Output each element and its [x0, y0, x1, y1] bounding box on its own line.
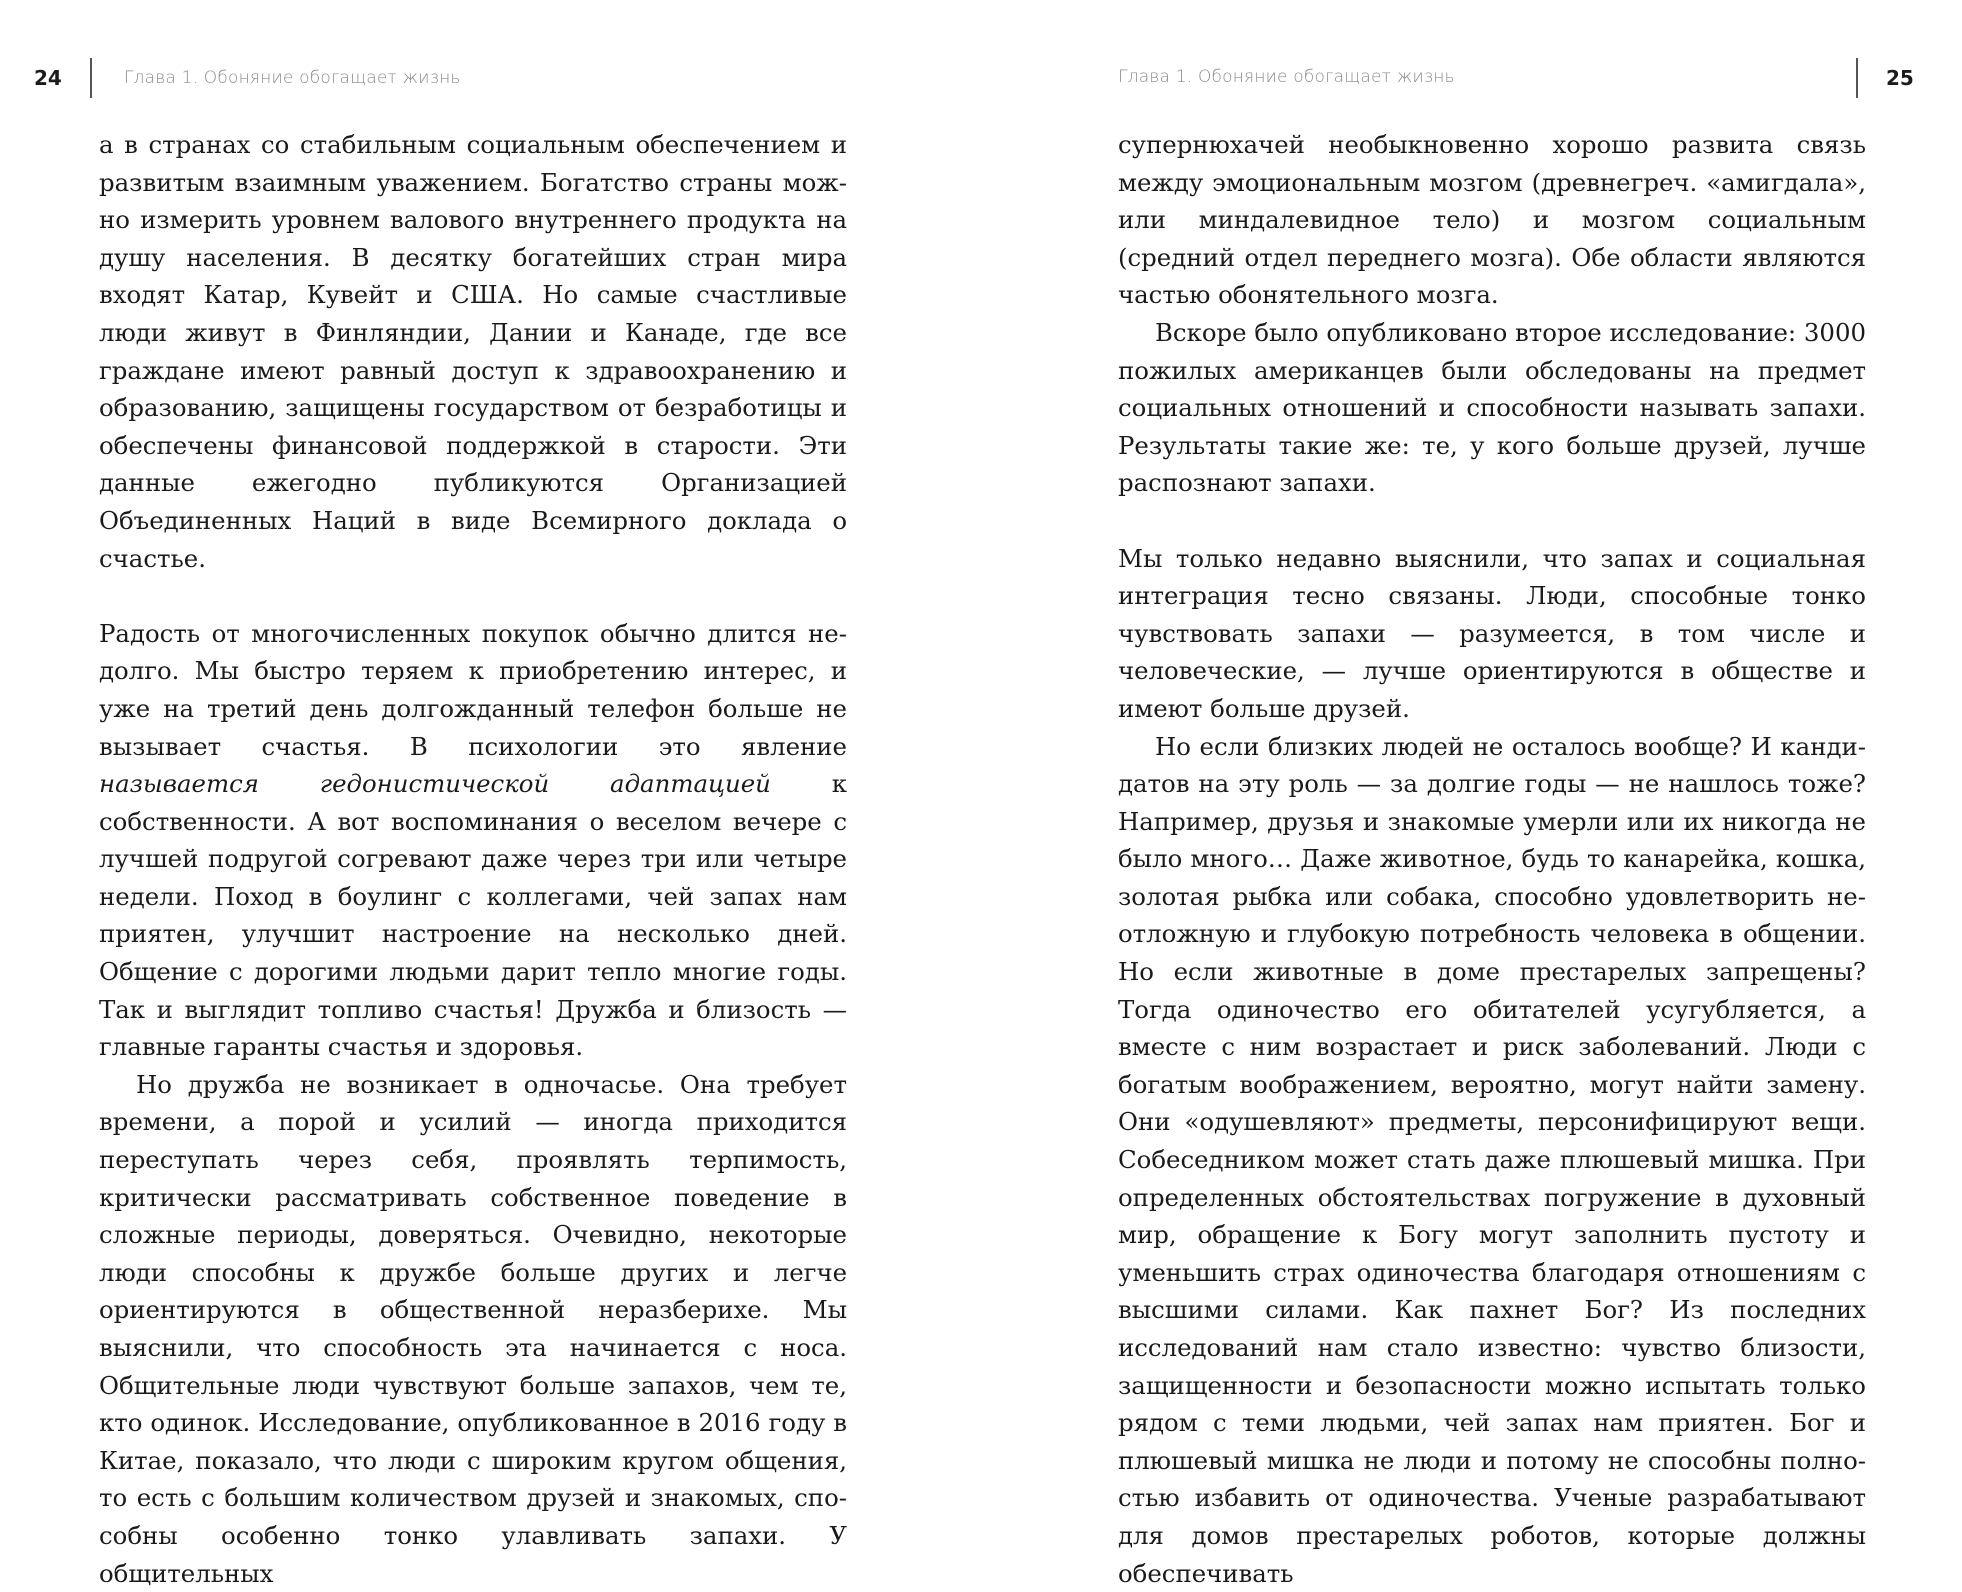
right-page [981, 0, 1962, 1525]
left-body-text [99, 126, 847, 1592]
page-number: 24 [34, 66, 62, 90]
page-number: 25 [1886, 66, 1914, 90]
header-rule [90, 58, 92, 98]
paragraph: супернюхачей необыкновенно хорошо развита связь между эмоциональным мозгом (древнегреч. «амигдала», или миндалевидное тело) и мозгом социальным (средний отдел переднего мозга). Обе области являются частью обонятельного мозга. [1118, 126, 1866, 314]
right-running-head [981, 58, 1916, 98]
paragraph-text: к собственности. А вот воспоминания о веселом вечере с лучшей подругой согревают даже через три или четыре недели. Поход в боулинг с коллегами, чей запах нам приятен, улучшит настроение на несколько дней. Общение с дорогими людьми дарит тепло многие годы. Так и выглядит топливо счастья! Дружба и близость — главные гаранты счастья и здоровья. [99, 769, 847, 1061]
paragraph [99, 615, 847, 1066]
paragraph: а в странах со стабильным социальным обеспечением и развитым взаимным уважением. Богатство страны можно измерить уровнем валового внутреннего продукта на душу населения. В десятку богатейших стран мира входят Катар, Кувейт и США. Но самые счастливые люди живут в Финляндии, Дании и Канаде, где все граждане имеют равный доступ к здравоохранению и образованию, защищены государством от безработицы и обеспечены финансовой поддержкой в старости. Эти данные ежегодно публикуются Организацией Объединенных Наций в виде Всемирного доклада о счастье. [99, 126, 847, 577]
right-body-text [1118, 126, 1866, 1592]
paragraph: Мы только недавно выяснили, что запах и социальная интеграция тесно связаны. Люди, способные тонко чувствовать запахи — разумеется, в том числе и человеческие, — лучше ориентируются в обществе и имеют больше друзей. [1118, 540, 1866, 728]
left-running-head [34, 58, 461, 98]
paragraph: Вскоре было опубликовано второе исследование: 3000 пожилых американцев были обследованы на предмет социальных отношений и способности называть запахи. Результаты такие же: те, у кого больше друзей, лучше распознают запахи. [1118, 314, 1866, 502]
paragraph: Но если близких людей не осталось вообще? И кандидатов на эту роль — за долгие годы — не нашлось тоже? Например, друзья и знакомые умерли или их никогда не было много… Даже животное, будь то канарейка, кошка, золотая рыбка или собака, способно удовлетворить неотложную и глубокую потребность человека в общении. Но если животные в доме престарелых запрещены? Тогда одиночество его обитателей усугубляется, а вместе с ним возрастает и риск заболеваний. Люди с богатым воображением, вероятно, могут найти замену. Они «одушевляют» предметы, персонифицируют вещи. Собеседником может стать даже плюшевый мишка. При определенных обстоятельствах погружение в духовный мир, обращение к Богу могут заполнить пустоту и уменьшить страх одиночества благодаря отношениям с высшими силами. Как пахнет Бог? Из последних исследований нам стало известно: чувство близости, защищенности и безопасности можно испытать только рядом с теми людьми, чей запах нам приятен. Бог и плюшевый мишка не люди и потому не способны полностью избавить от одиночества. Ученые разрабатывают для домов престарелых роботов, которые должны обеспечивать [1118, 728, 1866, 1592]
chapter-title: Глава 1. Обоняние обогащает жизнь [1118, 67, 1455, 87]
paragraph: Но дружба не возникает в одночасье. Она требует времени, а порой и усилий — иногда приходится переступать через себя, проявлять терпимость, критически рассматривать собственное поведение в сложные периоды, доверяться. Очевидно, некоторые люди способны к дружбе больше других и легче ориентируются в общественной неразберихе. Мы выяснили, что способность эта начинается с носа. Общительные люди чувствуют больше запахов, чем те, кто одинок. Исследование, опубликованное в 2016 году в Китае, показало, что люди с широким кругом общения, то есть с большим количеством друзей и знакомых, способны особенно тонко улавливать запахи. У общительных [99, 1066, 847, 1592]
emphasized-term: называется гедонистической адаптацией [99, 769, 771, 798]
header-rule [1856, 58, 1858, 98]
chapter-title: Глава 1. Обоняние обогащает жизнь [124, 68, 461, 88]
left-page [0, 0, 981, 1525]
paragraph-text: Радость от многочисленных покупок обычно длится недолго. Мы быстро теряем к приобретению интерес, и уже на третий день долгожданный телефон больше не вызывает счастья. В психологии это явление [99, 619, 847, 761]
